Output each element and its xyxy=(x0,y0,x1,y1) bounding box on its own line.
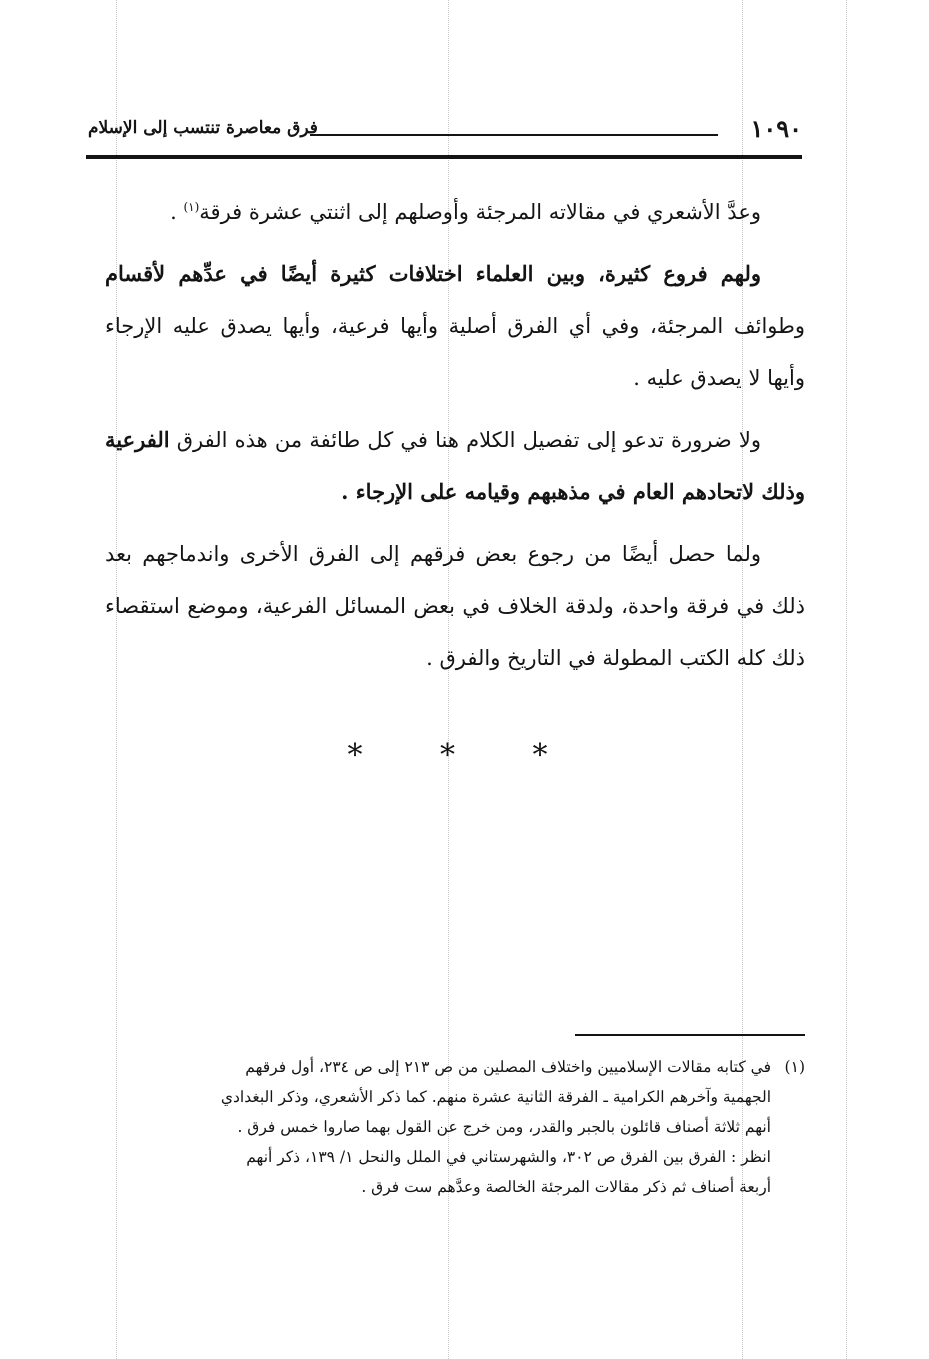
footnote-line: أنهم ثلاثة أصناف قائلون بالجبر والقدر، ومن خرج عن القول بهما صاروا خمس فرق . xyxy=(237,1118,771,1136)
footnote-number: (١) xyxy=(784,1058,805,1076)
footnote-line: انظر : الفرق بين الفرق ص ٣٠٢، والشهرستاني في الملل والنحل ١/ ١٣٩، ذكر أنهم xyxy=(246,1148,771,1166)
footnote-rule xyxy=(575,1034,805,1036)
page-number: ١٠٩٠ xyxy=(750,114,802,143)
paragraph xyxy=(105,528,805,684)
footnote-line: أربعة أصناف ثم ذكر مقالات المرجئة الخالصة وعدَّهم ست فرق . xyxy=(361,1178,771,1196)
paragraph-text: ولما حصل أيضًا من رجوع بعض فرقهم إلى الفرق الأخرى واندماجهم بعد ذلك في فرقة واحدة، ولدقة الخلاف في بعض المسائل الفرعية، وموضع استقصاء ذلك كله الكتب المطولة في التاريخ والفرق . xyxy=(105,542,805,670)
paragraph-bold-text: الفرعية وذلك لاتحادهم العام في مذهبهم وقيامه على الإرجاء . xyxy=(105,427,805,504)
running-title: فرق معاصرة تنتسب إلى الإسلام xyxy=(88,118,318,138)
paragraph-bold-text: ولهم فروع كثيرة، وبين العلماء اختلافات كثيرة أيضًا في عدِّهم لأقسام xyxy=(105,261,761,286)
footnote-marker: (١) xyxy=(183,200,200,214)
footnote-text: في كتابه مقالات الإسلاميين واختلاف المصلين من ص ٢١٣ إلى ص ٢٣٤، أول فرقهم xyxy=(245,1058,771,1076)
paragraph xyxy=(105,414,805,518)
paragraph-text: وعدَّ الأشعري في مقالاته المرجئة وأوصلهم إلى اثنتي عشرة فرقة xyxy=(199,200,761,224)
footnote-line: الجهمية وآخرهم الكرامية ـ الفرقة الثانية عشرة منهم. كما ذكر الأشعري، وذكر البغدادي xyxy=(220,1088,771,1106)
paragraph-end: . xyxy=(170,200,184,224)
paragraph-text: ولا ضرورة تدعو إلى تفصيل الكلام هنا في كل طائفة من هذه الفرق xyxy=(169,428,761,452)
main-text xyxy=(105,186,805,694)
footnote xyxy=(105,1052,805,1202)
footnote-line xyxy=(105,1052,805,1082)
paragraph-text: وطوائف المرجئة، وفي أي الفرق أصلية وأيها فرعية، وأيها يصدق عليه الإرجاء وأيها لا يصدق عليه . xyxy=(105,314,805,390)
paragraph xyxy=(105,248,805,404)
running-header xyxy=(88,112,802,148)
header-rule xyxy=(86,155,802,159)
scan-guide-line xyxy=(846,0,847,1359)
header-dash-line xyxy=(310,134,718,136)
section-separator: * * * xyxy=(347,738,582,773)
paragraph xyxy=(105,186,805,238)
